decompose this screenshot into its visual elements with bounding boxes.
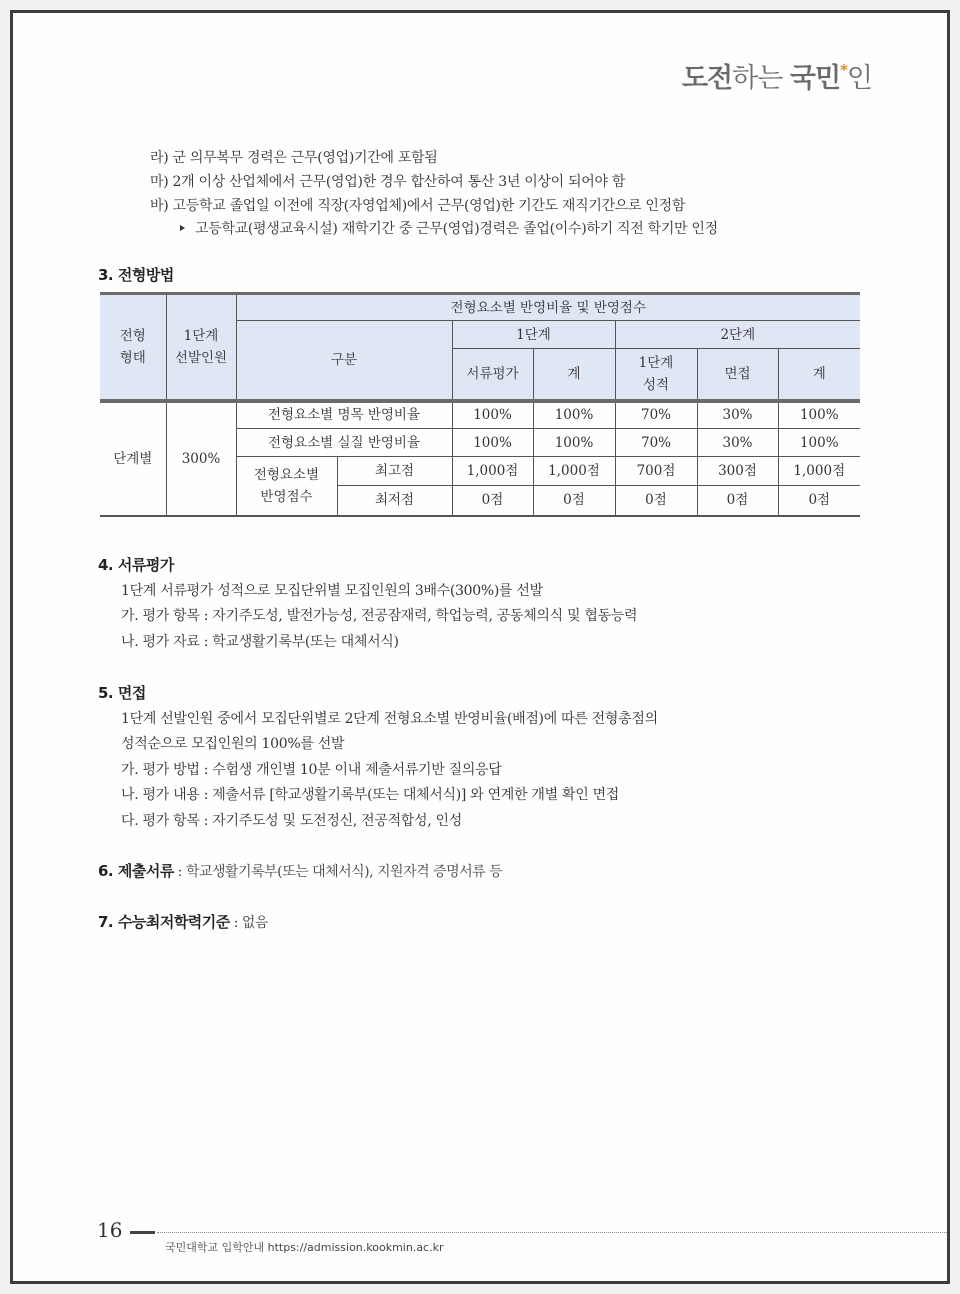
header-cell-stage1-score [615, 349, 697, 401]
table-cell: 70% [615, 401, 697, 429]
header-text: 형태 [119, 349, 146, 366]
section-line: 가. 평가 방법 : 수험생 개인별 10분 이내 제출서류기반 질의응답 [121, 762, 502, 778]
brand-text: 국민 [789, 63, 841, 94]
section-line: 1단계 선발인원 중에서 모집단위별로 2단계 전형요소별 반영비율(배점)에 따른 전형총점의 [121, 711, 658, 727]
section-line: 성적순으로 모집인원의 100%를 선발 [121, 736, 345, 752]
page-number: 16 [97, 1218, 123, 1242]
header-cell-type [100, 294, 166, 401]
row-group-label [236, 457, 337, 516]
header-text: 1단계 [183, 327, 219, 344]
section-title: 5. 면접 [98, 684, 146, 702]
section-line: 나. 평가 내용 : 제출서류 [학교생활기록부(또는 대체서식)] 와 연계한 개별 확인 면접 [121, 787, 620, 803]
header-cell-total2: 계 [778, 349, 860, 401]
brand-text: 도전 [681, 63, 733, 94]
section-heading-row [98, 860, 502, 881]
eligibility-note: 마) 2개 이상 산업체에서 근무(영업)한 경우 합산하여 통산 3년 이상이 되어야 함 [150, 174, 626, 190]
brand-text: 인 [846, 63, 872, 94]
section-value: : 학교생활기록부(또는 대체서식), 지원자격 증명서류 등 [173, 864, 503, 880]
header-cell-stage1-select [166, 294, 236, 401]
table-cell: 1,000점 [452, 457, 533, 486]
header-text: 선발인원 [174, 349, 228, 366]
header-cell-stage2: 2단계 [615, 321, 860, 349]
footer-rule [130, 1231, 155, 1234]
table-cell: 100% [533, 429, 615, 457]
section-title: 3. 전형방법 [98, 266, 174, 284]
table-cell: 70% [615, 429, 697, 457]
table-cell: 0점 [533, 486, 615, 516]
header-text: 전형 [119, 327, 146, 344]
table-cell: 100% [452, 429, 533, 457]
bullet-icon [180, 225, 185, 231]
table-cell: 100% [533, 401, 615, 429]
selection-method-table [100, 292, 860, 517]
header-cell-stage1: 1단계 [452, 321, 615, 349]
header-text: 성적 [642, 376, 670, 393]
eligibility-note: 라) 군 의무복무 경력은 근무(영업)기간에 포함됨 [150, 150, 438, 166]
row-label: 전형요소별 명목 반영비율 [236, 401, 452, 429]
row-label: 전형요소별 실질 반영비율 [236, 429, 452, 457]
footer-dotted-rule [157, 1232, 947, 1233]
table-cell: 100% [778, 401, 860, 429]
table-cell: 1,000점 [778, 457, 860, 486]
star-icon: * [840, 61, 847, 79]
eligibility-note: 바) 고등학교 졸업일 이전에 직장(자영업체)에서 근무(영업)한 기간도 재직기간으로 인정함 [150, 198, 686, 214]
row-label: 최고점 [337, 457, 452, 486]
table-cell: 100% [452, 401, 533, 429]
table-cell: 30% [697, 401, 778, 429]
brand-text: 하는 [732, 63, 790, 94]
section-line: 다. 평가 항목 : 자기주도성 및 도전정신, 전공적합성, 인성 [121, 813, 462, 829]
section-line: 가. 평가 항목 : 자기주도성, 발전가능성, 전공잠재력, 학업능력, 공동체의식 및 협동능력 [121, 608, 638, 624]
cell-select-value: 300% [166, 401, 236, 516]
footer-text: 국민대학교 입학안내 https://admission.kookmin.ac.kr [165, 1241, 444, 1254]
header-text: 1단계 [638, 354, 674, 371]
section-line: 나. 평가 자료 : 학교생활기록부(또는 대체서식) [121, 634, 399, 650]
table-cell: 0점 [778, 486, 860, 516]
row-label: 최저점 [337, 486, 452, 516]
cell-type-value: 단계별 [100, 401, 166, 516]
header-cell-doc-eval: 서류평가 [452, 349, 533, 401]
section-value: : 없음 [229, 915, 268, 931]
bullet-text: 고등학교(평생교육시설) 재학기간 중 근무(영업)경력은 졸업(이수)하기 직전 학기만 인정 [195, 221, 718, 237]
table-cell: 700점 [615, 457, 697, 486]
section-title: 6. 제출서류 [98, 862, 174, 880]
section-title: 4. 서류평가 [98, 556, 174, 574]
group-text: 전형요소별 [253, 466, 320, 483]
section-title: 7. 수능최저학력기준 [98, 913, 230, 931]
table-cell: 0점 [615, 486, 697, 516]
table-cell: 0점 [452, 486, 533, 516]
header-cell-category: 구분 [236, 321, 452, 401]
group-text: 반영점수 [260, 488, 313, 505]
brand-slogan [682, 56, 872, 95]
table-cell: 300점 [697, 457, 778, 486]
header-cell-ratio-group: 전형요소별 반영비율 및 반영점수 [236, 294, 860, 321]
table-cell: 1,000점 [533, 457, 615, 486]
eligibility-bullet-note [180, 218, 718, 238]
header-cell-interview: 면접 [697, 349, 778, 401]
header-cell-total1: 계 [533, 349, 615, 401]
table-cell: 0점 [697, 486, 778, 516]
section-line: 1단계 서류평가 성적으로 모집단위별 모집인원의 3배수(300%)를 선발 [121, 583, 543, 599]
table-cell: 30% [697, 429, 778, 457]
table-cell: 100% [778, 429, 860, 457]
section-heading-row [98, 911, 268, 932]
